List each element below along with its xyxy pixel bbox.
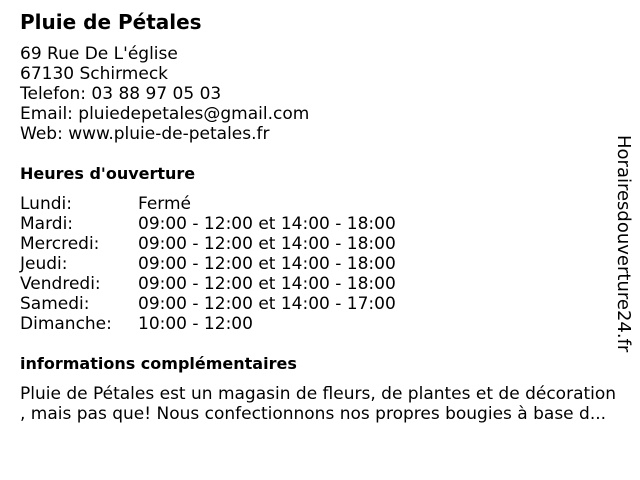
phone-number[interactable]: Telefon: 03 88 97 05 03 [20,84,222,104]
day-hours: Fermé [138,194,192,214]
contact-block [20,44,309,144]
day-hours: 09:00 - 12:00 et 14:00 - 17:00 [138,294,396,314]
day-hours: 09:00 - 12:00 et 14:00 - 18:00 [138,234,396,254]
day-label: Mardi: [20,214,74,234]
day-hours: 09:00 - 12:00 et 14:00 - 18:00 [138,274,396,294]
day-label: Mercredi: [20,234,100,254]
shop-name: Pluie de Pétales [20,10,202,34]
day-hours: 10:00 - 12:00 [138,314,253,334]
opening-hours-heading: Heures d'ouverture [20,164,196,183]
day-hours: 09:00 - 12:00 et 14:00 - 18:00 [138,254,396,274]
day-label: Jeudi: [20,254,68,274]
additional-info-text [20,384,630,424]
watermark-text: Horairesdouverture24.fr [613,135,634,353]
email-address[interactable]: Email: pluiedepetales@gmail.com [20,104,310,124]
day-hours: 09:00 - 12:00 et 14:00 - 18:00 [138,214,396,234]
day-label: Lundi: [20,194,72,214]
info-line: , mais pas que! Nous confectionnons nos propres bougies à base d... [20,404,607,424]
website-link[interactable]: Web: www.pluie-de-petales.fr [20,124,270,144]
address-city: 67130 Schirmeck [20,64,169,84]
day-label: Dimanche: [20,314,112,334]
day-label: Samedi: [20,294,90,314]
additional-info-heading: informations complémentaires [20,354,297,373]
info-line: Pluie de Pétales est un magasin de fleurs, de plantes et de décoration [20,384,617,404]
day-label: Vendredi: [20,274,101,294]
address-street: 69 Rue De L'église [20,44,178,64]
